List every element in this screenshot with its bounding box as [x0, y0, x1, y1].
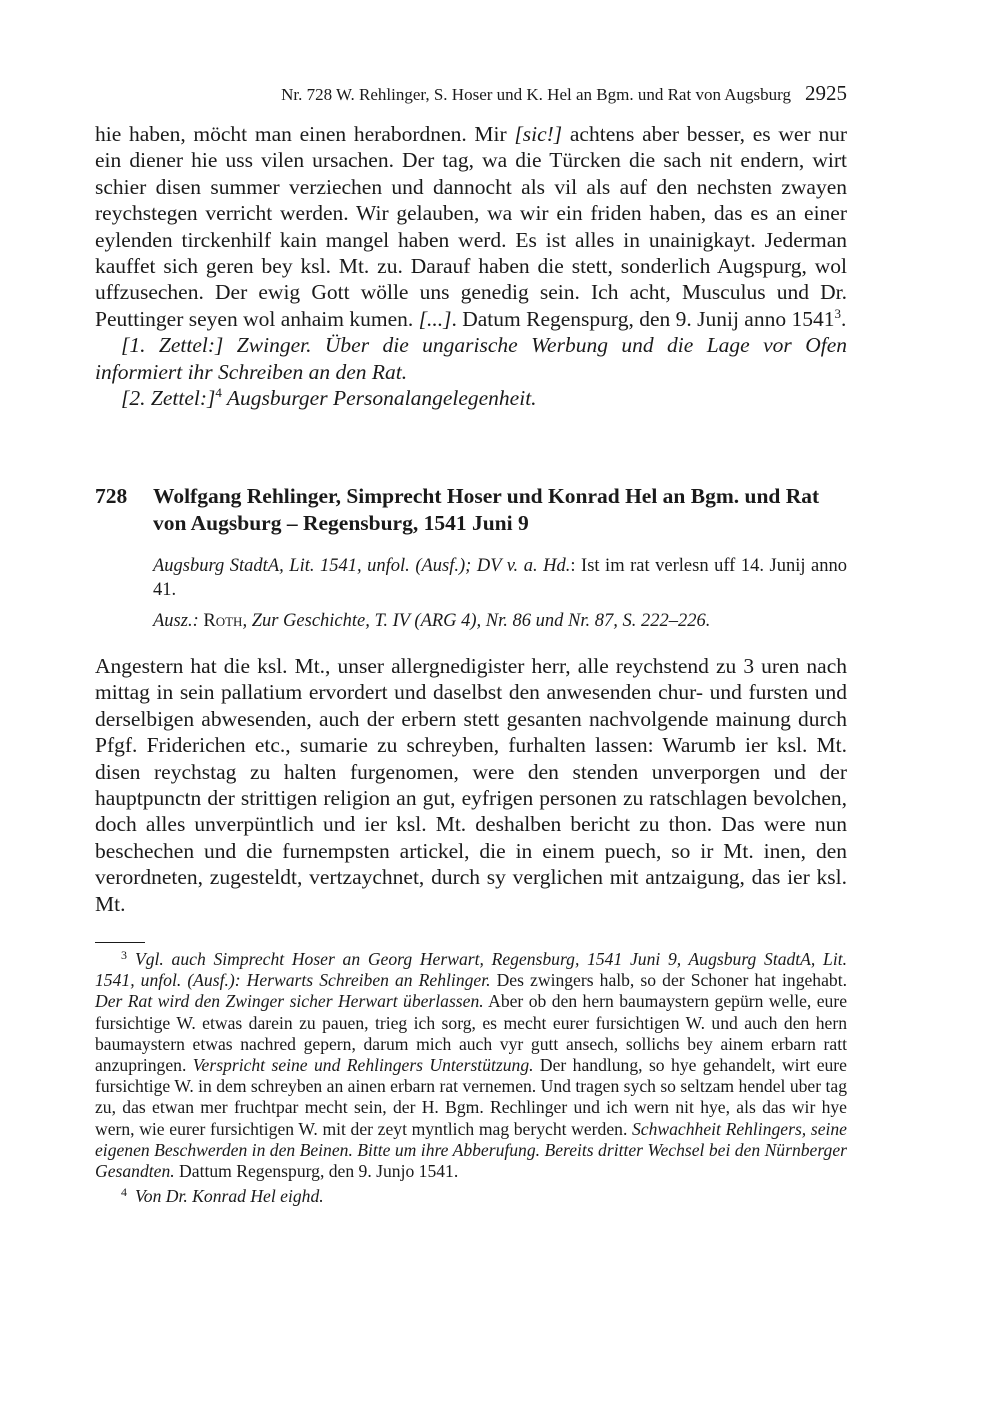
sic-mark: [sic!]: [514, 122, 563, 146]
footnote-ref-3[interactable]: 3: [834, 305, 841, 321]
excerpt-author: Roth: [203, 611, 243, 631]
footnote-ref-4[interactable]: 4: [215, 384, 222, 400]
running-head: [95, 80, 847, 108]
running-head-title: Nr. 728 W. Rehlinger, S. Hoser und K. Hel an Bgm. und Rat von Augsburg: [281, 85, 791, 104]
letter-continuation: [95, 121, 847, 411]
footnote-divider: [95, 942, 145, 943]
zettel-2: [2. Zettel:]$^4$ Augsburger Personalangelegenheit.: [121, 384, 537, 411]
footnotes: [95, 945, 847, 1207]
document-heading: [95, 483, 847, 536]
document-title: Wolfgang Rehlinger, Simprecht Hoser und Konrad Hel an Bgm. und Rat von Augsburg – Regensburg, 1541 Juni 9: [153, 484, 820, 535]
main-text: Angestern hat die ksl. Mt., unser allergnedigister herr, alle reychstend zu 3 uren nach mittag in sein pallatium ervordert und daselbst den anwesenden chur- und fursten und derselbigen abwesenden, auch der erbern stett gesanten nachvolgende mainung durch Pfgf. Friderichen etc., sumarie zu schreyben, furhalten lassen: Warumb ier ksl. Mt. disen reychstag zu halten furgenomen, were den stenden unverporgen und der hauptpunctn der strittigen religion an gut, eyfrigen personen zu ratschlagen bevolchen, doch alles unverpüntlich und ier ksl. Mt. deshalben bericht zu thon. Das were nun beschechen und die furnempsten artickel, die in einem puech, so ir Mt. inen, den verordneten, zugesteldt, vertzaychnet, durch sy verglichen mit antzaigung, das ier ksl. Mt.: [95, 654, 847, 916]
footnote-mark: 3: [121, 948, 127, 962]
continuation-paragraph: hie haben, möcht man einen herabordnen. Mir [sic!] achtens aber besser, es wer nur ein diener hie uss vilen ursachen. Der tag, wa die Türcken die sach nit endern, wirt schier disen summer verziechen und dannocht als vil als auf den nechsten zwayen reychstegen verricht werden. Wir gelauben, wa wir ein friden haben, das es an einer eylenden tirckenhilf kain mangel haben werd. Es ist alles in unainigkayt. Jederman kauffet sich geren bey ksl. Mt. zu. Darauf haben die stett, sonderlich Augspurg, wol uffzusechen. Der ewig Gott wölle uns genedig sein. Ich acht, Musculus und Dr. Peuttinger seyen wol anhaim kumen. [...]. Datum Regenspurg, den 9. Junij anno 1541$^3$.: [95, 122, 847, 331]
zettel-1: [1. Zettel:] Zwinger. Über die ungarische Werbung und die Lage vor Ofen informiert ihr Schreiben an den Rat.: [95, 333, 847, 384]
footnote-3: $^3$ Vgl. auch Simprecht Hoser an Georg Herwart, Regensburg, 1541 Juni 9, Augsburg StadtA, Lit. 1541, unfol. (Ausf.): Herwarts Schreiben an Rehlinger. Des zwingers halb, so der Schoner hat ingehabt. Der Rat wird den Zwinger sicher Herwart überlassen. Aber ob den hern baumaystern gepürn welle, eure fursichtige W. etwas darein zu pauen, trieg ich sorg, es mecht eurer fursichtigen W. und auch den hern baumaystern etwas nachred gepern, darum mich auch vyr gutt ansech, sollichs bey ainem erbarn ratt anzupringen. Verspricht seine und Rehlingers Unterstützung. Der handlung, so hye gehandelt, wirt eure fursichtige W. in dem schreyben an ainen erbarn rat vernemen. Und tragen sych so seltzam hendel uber tag zu, das etwan mer fruchtpar mecht sein, der H. Bgm. Rechlinger und ich wern nit hye, als das wir hye wern, wie eurer fursichtigen W. mit der zeyt myntlich mag berycht werden. Schwachheit Rehlingers, seine eigenen Beschwerden in den Beinen. Bitte um ihre Abberufung. Bereits dritter Wechsel bei den Nürnberger Gesandten. Dattum Regenspurg, den 9. Junjo 1541.: [95, 948, 848, 1182]
excerpt-note: Ausz.: Roth, Zur Geschichte, T. IV (ARG 4), Nr. 86 und Nr. 87, S. 222–226.: [153, 611, 711, 631]
footnote-mark: 4: [121, 1185, 127, 1200]
source-apparatus: [153, 555, 847, 634]
document-number: 728: [95, 484, 128, 508]
footnote-4: $^4$ Von Dr. Konrad Hel eighd.: [121, 1185, 324, 1207]
source-note: Augsburg StadtA, Lit. 1541, unfol. (Ausf.); DV v. a. Hd.: Ist im rat verlesn uff 14. Junij anno 41.: [153, 556, 848, 600]
page-number: 2925: [805, 81, 847, 105]
omission-mark: [...]: [418, 306, 452, 331]
